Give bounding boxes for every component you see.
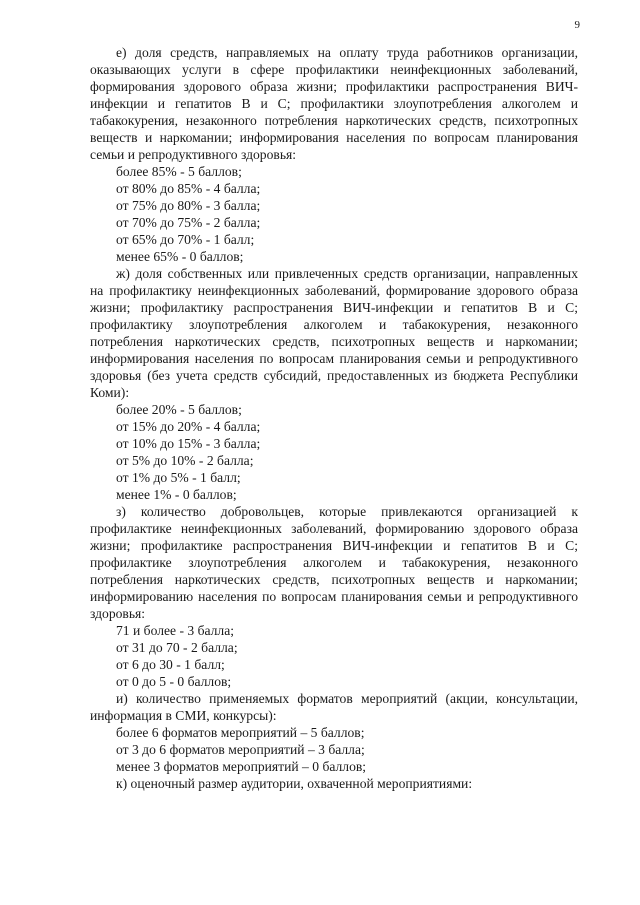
list-item: от 1% до 5% - 1 балл; [116,470,241,485]
section-e-text: е) доля средств, направляемых на оплату труда работников организации, оказывающих услуги в сфере профилактики неинфекционных заболеваний, формирования здорового образа жизни; профилактики распространения ВИЧ-инфекции и гепатитов В и С; профилактики злоупотребления алкоголем и табакокурения, незаконного потребления наркотических средств, психотропных веществ и наркомании; информирования населения по вопросам планирования семьи и репродуктивного здоровья: [90,45,578,162]
list-item: от 0 до 5 - 0 баллов; [116,674,232,689]
section-i-paragraph [90,690,578,724]
list-item: менее 65% - 0 баллов; [116,249,244,264]
list-item: 71 и более - 3 балла; [116,623,235,638]
list-item: от 10% до 15% - 3 балла; [116,436,261,451]
section-z-scale [90,622,578,690]
list-item: менее 3 форматов мероприятий – 0 баллов; [116,759,367,774]
section-e-scale [90,163,578,265]
list-item: более 20% - 5 баллов; [116,402,242,417]
section-zh-scale [90,401,578,503]
list-item: от 80% до 85% - 4 балла; [116,181,261,196]
section-zh-paragraph [90,265,578,401]
list-item: от 15% до 20% - 4 балла; [116,419,261,434]
section-z-text: з) количество добровольцев, которые привлекаются организацией к профилактике неинфекционных заболеваний, формированию здорового образа жизни; профилактике распространения ВИЧ-инфекции и гепатитов В и С; профилактике злоупотребления алкоголем и табакокурения, незаконного потребления наркотических средств, психотропных веществ и наркомании; информированию населения по вопросам планирования семьи и репродуктивного здоровья: [90,504,578,621]
list-item: от 75% до 80% - 3 балла; [116,198,261,213]
list-item: более 85% - 5 баллов; [116,164,242,179]
list-item: более 6 форматов мероприятий – 5 баллов; [116,725,365,740]
section-i-text: и) количество применяемых форматов мероприятий (акции, консультации, информация в СМИ, конкурсы): [90,691,578,723]
page-number: 9 [574,19,580,31]
list-item: от 65% до 70% - 1 балл; [116,232,255,247]
list-item: от 3 до 6 форматов мероприятий – 3 балла; [116,742,365,757]
list-item: от 5% до 10% - 2 балла; [116,453,254,468]
section-z-paragraph [90,503,578,622]
section-i-scale [90,724,578,775]
section-k-paragraph [90,775,578,792]
section-k-text: к) оценочный размер аудитории, охваченной мероприятиями: [116,776,473,791]
document-body [90,44,578,792]
list-item: от 6 до 30 - 1 балл; [116,657,225,672]
section-e-paragraph [90,44,578,163]
list-item: от 31 до 70 - 2 балла; [116,640,238,655]
list-item: менее 1% - 0 баллов; [116,487,237,502]
list-item: от 70% до 75% - 2 балла; [116,215,261,230]
section-zh-text: ж) доля собственных или привлеченных средств организации, направленных на профилактику неинфекционных заболеваний, формирование здорового образа жизни; профилактику распространения ВИЧ-инфекции и гепатитов В и С; профилактику злоупотребления алкоголем и табакокурения, незаконного потребления наркотических средств, психотропных веществ и наркомании; информирования населения по вопросам планирования семьи и репродуктивного здоровья (без учета средств субсидий, предоставленных из бюджета Республики Коми): [90,266,578,400]
